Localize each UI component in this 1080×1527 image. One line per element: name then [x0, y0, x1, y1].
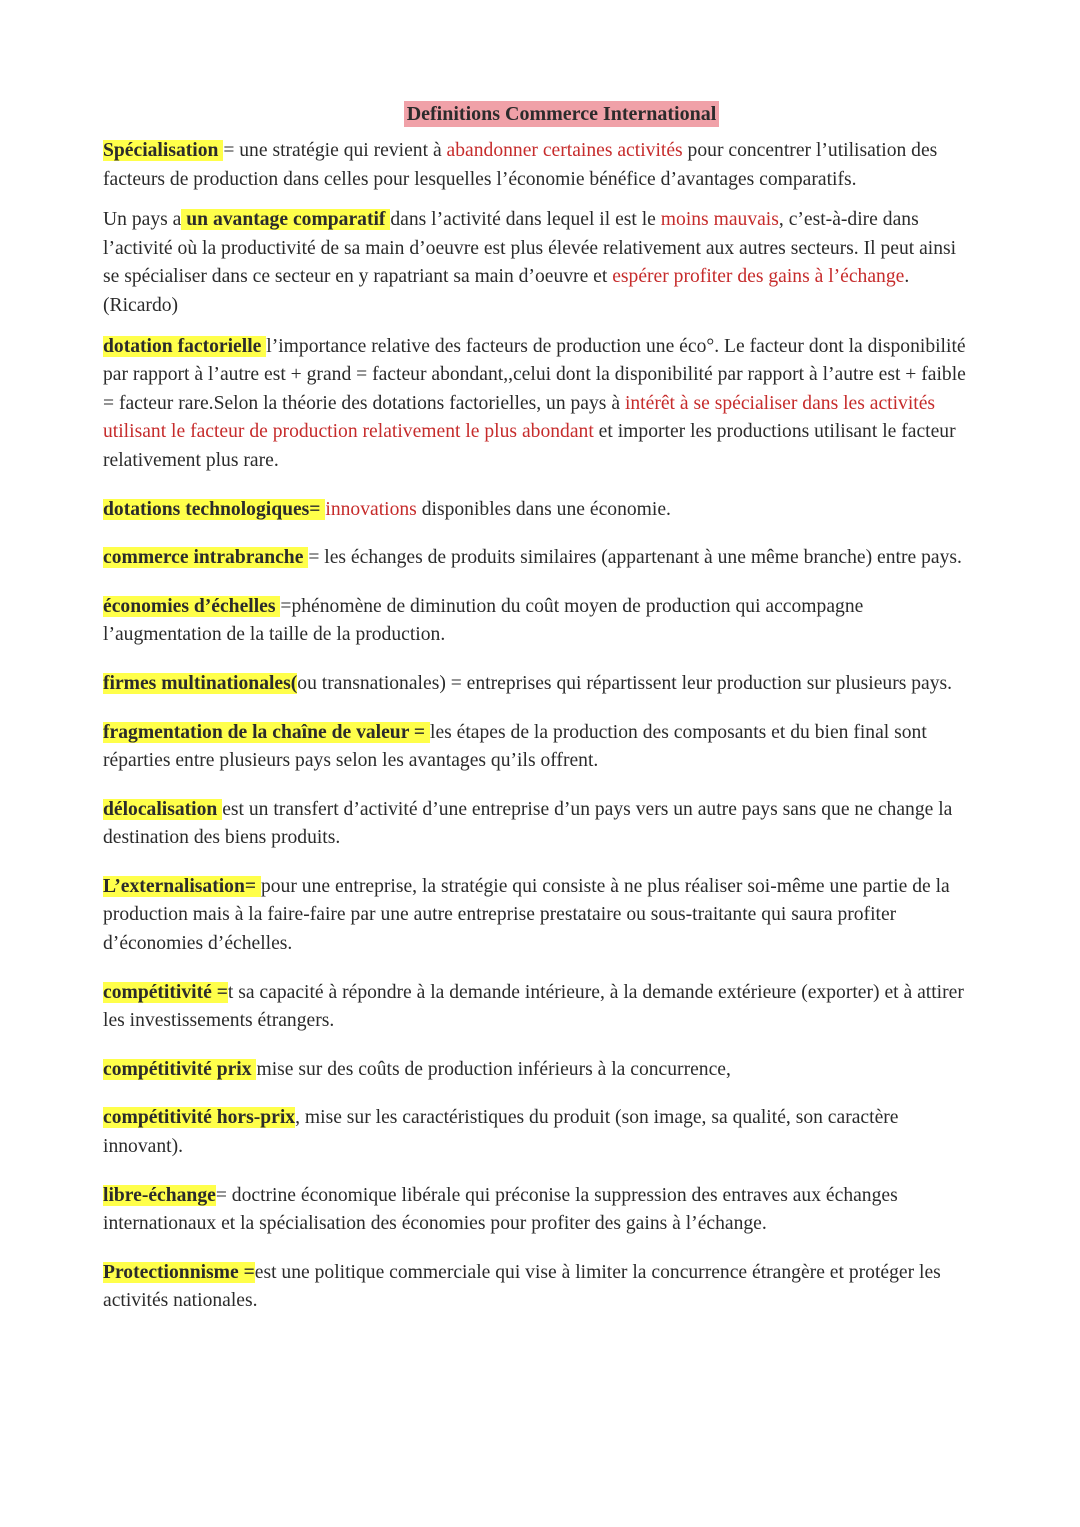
- term-highlight: Spécialisation: [103, 140, 224, 161]
- definition-avantage-comparatif: [103, 206, 973, 320]
- definition-text: ou transnationales) = entreprises qui répartissent leur production sur plusieurs pays.: [297, 672, 953, 694]
- definition-text: et importer les productions utilisant le facteur relativement plus rare.: [103, 421, 956, 471]
- definition-firmes-multinationales: [103, 670, 973, 699]
- definition-text: est un transfert d’activité d’une entreprise d’un pays vers un autre pays sans que ne change la destination des biens produits.: [103, 798, 953, 849]
- term-highlight: dotations technologiques=: [103, 498, 326, 520]
- term-highlight: Protectionnisme =: [103, 1261, 255, 1283]
- definition-text: l’importance relative des facteurs de production une éco°. Le facteur dont la disponibilité par rapport à l’autre est + grand = facteur abondant,,celui dont la disponibilité par rapport à l’autre est + faible = facteur rare.Selon la théorie des dotations factorielles, un pays à: [103, 335, 966, 414]
- definition-text: , c’est-à-dire dans l’activité où la productivité de sa main d’oeuvre est plus élevée relativement aux autres secteurs. Il peut ainsi se spécialiser dans ce secteur en y rapatriant sa main d’oeuvre et: [103, 209, 957, 288]
- definition-text: t sa capacité à répondre à la demande intérieure, à la demande extérieure (exporter) et à attirer les investissements étrangers.: [103, 981, 964, 1032]
- definition-dotations-technologiques: [103, 496, 973, 525]
- definition-text: = les échanges de produits similaires (appartenant à une même branche) entre pays.: [308, 547, 962, 569]
- definition-specialisation: [103, 137, 973, 194]
- definition-commerce-intrabranche: [103, 544, 973, 573]
- definition-text: dans l’activité dans lequel il est le: [390, 209, 661, 231]
- term-highlight: commerce intrabranche: [103, 547, 309, 569]
- term-highlight: délocalisation: [103, 798, 223, 820]
- definition-red-text: abandonner certaines activités: [446, 140, 683, 161]
- definition-text: Un pays a: [103, 209, 182, 231]
- definition-dotation-factorielle: [103, 333, 973, 476]
- term-highlight: un avantage comparatif: [181, 209, 391, 231]
- definition-red-text: moins mauvais: [660, 209, 779, 231]
- definition-delocalisation: [103, 796, 973, 853]
- definition-libre-echange: [103, 1182, 973, 1239]
- definition-text: les étapes de la production des composants et du bien final sont réparties entre plusieurs pays selon les avantages qu’ils offrent.: [103, 721, 927, 772]
- definition-fragmentation: [103, 719, 973, 776]
- definition-text: disponibles dans une économie.: [416, 498, 671, 520]
- definition-externalisation: [103, 873, 973, 959]
- term-highlight: compétitivité prix: [103, 1058, 257, 1080]
- definition-text: pour concentrer l’utilisation des facteurs de production dans celles pour lesquelles l’économie bénéfice d’avantages comparatifs.: [103, 140, 938, 190]
- definition-text: =phénomène de diminution du coût moyen de production qui accompagne l’augmentation de la taille de la production.: [103, 595, 864, 646]
- term-highlight: dotation factorielle: [103, 335, 267, 357]
- definition-text: = doctrine économique libérale qui préconise la suppression des entraves aux échanges internationaux et la spécialisation des économies pour profiter des gains à l’échange.: [103, 1184, 898, 1235]
- term-highlight: firmes multinationales(: [103, 672, 298, 694]
- term-highlight: L’externalisation=: [103, 875, 261, 897]
- term-highlight: libre-échange: [103, 1184, 216, 1206]
- definition-red-text: innovations: [325, 498, 417, 520]
- definition-protectionnisme: [103, 1259, 973, 1316]
- definition-text: , mise sur les caractéristiques du produit (son image, sa qualité, son caractère innovant).: [103, 1107, 899, 1158]
- definition-competitivite-prix: [103, 1056, 973, 1085]
- definition-red-text: espérer profiter des gains à l’échange: [612, 266, 905, 288]
- page-title: Definitions Commerce International: [404, 101, 720, 127]
- definition-text: . (Ricardo): [103, 266, 910, 316]
- title-row: [103, 101, 970, 127]
- definition-text: mise sur des coûts de production inférieurs à la concurrence,: [256, 1058, 731, 1080]
- term-highlight: fragmentation de la chaîne de valeur =: [103, 721, 430, 743]
- term-highlight: compétitivité =: [103, 981, 228, 1003]
- definition-text: pour une entreprise, la stratégie qui consiste à ne plus réaliser soi-même une partie de la production mais à la faire-faire par une autre entreprise prestataire ou sous-traitante qui saura profiter d’économies d’échelles.: [103, 875, 950, 955]
- definition-competitivite: [103, 979, 973, 1036]
- definition-economies-echelles: [103, 593, 973, 650]
- term-highlight: économies d’échelles: [103, 595, 281, 617]
- definition-text: est une politique commerciale qui vise à limiter la concurrence étrangère et protéger les activités nationales.: [103, 1261, 941, 1312]
- definition-competitivite-hors-prix: [103, 1104, 973, 1161]
- definition-red-text: intérêt à se spécialiser dans les activités utilisant le facteur de production relativement le plus abondant: [103, 392, 936, 443]
- definition-text: = une stratégie qui revient à: [223, 140, 447, 161]
- term-highlight: compétitivité hors-prix: [103, 1107, 296, 1129]
